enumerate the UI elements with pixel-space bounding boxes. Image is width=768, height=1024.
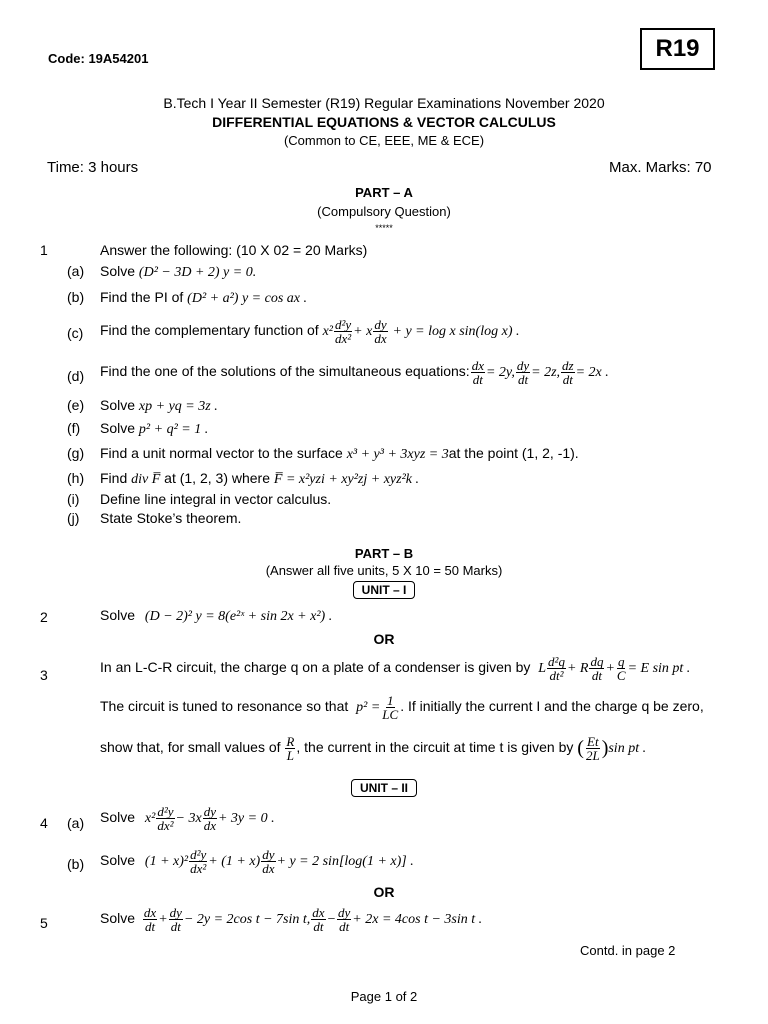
q2-math: (D − 2)² y = 8(e²ˣ + sin 2x + x²) . bbox=[144, 609, 333, 624]
item-e-math: xp + yq = 3z . bbox=[138, 399, 218, 414]
item-g-label: (g) bbox=[67, 445, 85, 461]
part-a-subtitle: (Compulsory Question) bbox=[317, 204, 451, 219]
item-i-label: (i) bbox=[67, 491, 80, 507]
item-a bbox=[100, 263, 256, 281]
time-allowed: Time: 3 hours bbox=[47, 159, 139, 176]
or-divider-2: OR bbox=[373, 884, 395, 900]
exam-line: B.Tech I Year II Semester (R19) Regular Examinations November 2020 bbox=[163, 95, 605, 111]
q3-line-3: show that, for small values of $\frac{R}{L}$ , the current in the circuit at time t is given by ( $\frac{Et}{2L}$ )sin pt . bbox=[100, 734, 647, 763]
item-c-math: + y = log x sin(log x) . bbox=[392, 324, 520, 340]
item-b-text: Find the PI of bbox=[100, 289, 184, 305]
question-number-1: 1 bbox=[40, 242, 48, 258]
q3-line-2: The circuit is tuned to resonance so that p² = $\frac{1}{LC}$ . If initially the current I and the charge q be zero, bbox=[100, 693, 704, 722]
unit-1-label: UNIT – I bbox=[353, 581, 416, 599]
unit-1-heading bbox=[0, 581, 768, 599]
part-a-instruction: Answer the following: (10 X 02 = 20 Marks) bbox=[100, 242, 368, 258]
unit-2-heading bbox=[0, 779, 768, 797]
item-c-label: (c) bbox=[67, 325, 84, 341]
item-h bbox=[100, 470, 419, 488]
question-5: Solve $\frac{dx}{dt}$ + $\frac{dy}{dt}$ − 2y = 2cos t − 7sin t, $\frac{dx}{dt}$ − $\frac{dy}{dt}$ + 2x = 4cos t − 3sin t . bbox=[100, 905, 483, 934]
max-marks: Max. Marks: 70 bbox=[609, 159, 712, 176]
item-e-label: (e) bbox=[67, 397, 85, 413]
item-i-text: Define line integral in vector calculus. bbox=[100, 491, 332, 507]
item-h-tail: at (1, 2, 3) where bbox=[164, 470, 270, 486]
item-h-label: (h) bbox=[67, 470, 85, 486]
q4a-text: Solve bbox=[100, 809, 136, 826]
item-e-text: Solve bbox=[100, 397, 136, 413]
q2-text: Solve bbox=[100, 607, 136, 623]
q3-line-2-tail: . If initially the current I and the charge q be zero, bbox=[400, 698, 704, 715]
question-number-3: 3 bbox=[40, 667, 48, 683]
item-f-text: Solve bbox=[100, 420, 136, 436]
or-divider-1: OR bbox=[373, 631, 395, 647]
item-j-label: (j) bbox=[67, 510, 80, 526]
item-g-math: x³ + y³ + 3xyz = 3 bbox=[346, 447, 449, 462]
continued-note: Contd. in page 2 bbox=[580, 943, 676, 958]
item-f-math: p² + q² = 1 . bbox=[138, 422, 209, 437]
common-branches: (Common to CE, EEE, ME & ECE) bbox=[283, 133, 485, 148]
item-h-text: Find bbox=[100, 470, 128, 486]
item-b bbox=[100, 289, 307, 307]
q3-line-3-tail: sin pt . bbox=[608, 741, 647, 757]
item-g-text: Find a unit normal vector to the surface bbox=[100, 445, 343, 461]
q4a-label: (a) bbox=[67, 815, 85, 831]
item-c: Find the complementary function of x² $\frac{\text{d²y}}{\text{dx²}}$ + x $\frac{dy}{dx}$ + y = log x sin(log x) . bbox=[100, 317, 520, 346]
question-number-2: 2 bbox=[40, 609, 48, 625]
unit-2-label: UNIT – II bbox=[351, 779, 417, 797]
q3-line-3-text: show that, for small values of bbox=[100, 739, 281, 756]
q4a: Solve x² $\frac{\text{d²y}}{\text{dx²}}$ − 3x $\frac{dy}{dx}$ + 3y = 0 . bbox=[100, 804, 275, 833]
item-h-math2: F̅ = x²yzi + xy²zj + xyz²k . bbox=[273, 472, 419, 487]
item-h-math: div F̅ bbox=[131, 472, 161, 487]
page-number: Page 1 of 2 bbox=[350, 989, 418, 1004]
part-a-title: PART – A bbox=[355, 185, 413, 200]
q4b-text: Solve bbox=[100, 852, 136, 869]
item-g bbox=[100, 445, 579, 463]
part-b-title: PART – B bbox=[354, 546, 414, 561]
question-2 bbox=[100, 607, 332, 625]
item-g-tail: at the point (1, 2, -1). bbox=[448, 445, 579, 461]
part-b-subtitle: (Answer all five units, 5 X 10 = 50 Marks) bbox=[265, 563, 503, 578]
item-d-text: Find the one of the solutions of the simultaneous equations: bbox=[100, 363, 470, 380]
q3-line-3-mid: , the current in the circuit at time t is given by bbox=[296, 739, 574, 756]
item-f bbox=[100, 420, 208, 438]
subject-title: DIFFERENTIAL EQUATIONS & VECTOR CALCULUS bbox=[212, 114, 556, 130]
item-b-label: (b) bbox=[67, 289, 85, 305]
q4b-label: (b) bbox=[67, 856, 85, 872]
item-a-label: (a) bbox=[67, 263, 85, 279]
item-f-label: (f) bbox=[67, 420, 81, 436]
regulation-badge: R19 bbox=[640, 28, 715, 70]
q3-line-1: In an L-C-R circuit, the charge q on a plate of a condenser is given by L $\frac{\text{d²q}}{\text{dt²}}$ + R $\frac{dq}{dt}$ + $\frac{q}{C}$ = E sin pt . bbox=[100, 654, 691, 683]
item-j-text: State Stoke’s theorem. bbox=[100, 510, 242, 526]
item-e bbox=[100, 397, 218, 415]
item-a-text: Solve bbox=[100, 263, 136, 279]
q3-line-1-text: In an L-C-R circuit, the charge q on a plate of a condenser is given by bbox=[100, 659, 531, 676]
item-b-math: (D² + a²) y = cos ax . bbox=[187, 291, 307, 306]
exam-code: Code: 19A54201 bbox=[48, 51, 149, 66]
item-c-text: Find the complementary function of bbox=[100, 322, 319, 339]
part-a-stars: ***** bbox=[375, 223, 393, 233]
item-a-math: (D² − 3D + 2) y = 0. bbox=[138, 265, 257, 280]
q4b: Solve (1 + x)² $\frac{\text{d²y}}{\text{dx²}}$ + (1 + x) $\frac{dy}{dx}$ + y = 2 sin[log(1 + x)] . bbox=[100, 847, 414, 876]
q3-line-2-text: The circuit is tuned to resonance so that bbox=[100, 698, 349, 715]
q5-text: Solve bbox=[100, 910, 136, 927]
item-d-label: (d) bbox=[67, 368, 85, 384]
question-number-5: 5 bbox=[40, 915, 48, 931]
item-d: Find the one of the solutions of the simultaneous equations: $\frac{dx}{dt}$ = 2y, $\frac{dy}{dt}$ = 2z, $\frac{dz}{dt}$ = 2x . bbox=[100, 358, 609, 387]
question-number-4: 4 bbox=[40, 815, 48, 831]
